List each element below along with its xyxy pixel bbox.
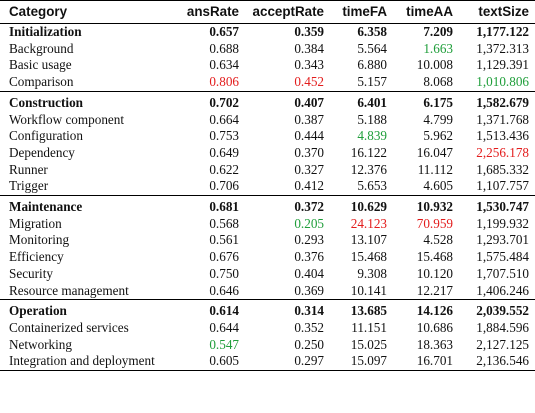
cell-timeaa: 5.962 xyxy=(423,128,453,144)
row-category: Trigger xyxy=(9,178,49,194)
cell-timefa: 6.880 xyxy=(357,57,387,73)
cell-ansrate: 0.605 xyxy=(177,353,239,370)
group-ansrate: 0.657 xyxy=(177,24,239,41)
cell-timefa: 11.151 xyxy=(351,319,387,335)
table-row xyxy=(0,216,535,233)
cell-textsize: 2,127.125 xyxy=(476,336,529,352)
group-timeaa: 10.932 xyxy=(387,196,453,216)
cell-timeaa: 18.363 xyxy=(416,336,453,352)
cell-acceptrate: 0.384 xyxy=(294,40,324,56)
cell-ansrate: 0.706 xyxy=(209,178,239,194)
cell-textsize: 1,685.332 xyxy=(476,161,529,177)
table-body xyxy=(0,24,535,371)
row-category: Background xyxy=(9,40,74,56)
group-ansrate: 0.614 xyxy=(177,300,239,320)
cell-textsize: 1,107.757 xyxy=(476,178,529,194)
cell-ansrate: 0.646 xyxy=(209,282,239,298)
table-row xyxy=(0,145,535,162)
group-name: Initialization xyxy=(0,24,177,41)
cell-textsize: 2,256.178 xyxy=(476,144,529,160)
table-row xyxy=(0,112,535,129)
row-category: Security xyxy=(9,265,53,281)
cell-textsize: 2,136.546 xyxy=(453,353,535,370)
group-textsize: 1,582.679 xyxy=(453,91,535,111)
header-ansrate: ansRate xyxy=(177,1,239,24)
cell-timefa: 4.839 xyxy=(357,128,387,144)
cell-ansrate: 0.806 xyxy=(209,74,239,90)
group-acceptrate: 0.314 xyxy=(239,300,324,320)
group-timefa: 6.358 xyxy=(324,24,387,41)
row-category: Networking xyxy=(9,336,72,352)
group-textsize: 1,530.747 xyxy=(453,196,535,216)
cell-timeaa: 8.068 xyxy=(423,74,453,90)
row-category: Runner xyxy=(9,161,48,177)
group-acceptrate: 0.407 xyxy=(239,91,324,111)
cell-acceptrate: 0.412 xyxy=(294,178,324,194)
row-category: Migration xyxy=(9,215,62,231)
group-name: Construction xyxy=(0,91,177,111)
cell-timeaa: 4.799 xyxy=(423,111,453,127)
cell-timeaa: 11.112 xyxy=(417,161,453,177)
cell-timeaa: 10.120 xyxy=(416,265,453,281)
row-category: Configuration xyxy=(9,128,83,144)
header-timeaa: timeAA xyxy=(387,1,453,24)
table-row xyxy=(0,283,535,300)
cell-timeaa: 16.701 xyxy=(387,353,453,370)
cell-ansrate: 0.676 xyxy=(209,249,239,265)
cell-textsize: 1,884.596 xyxy=(476,319,529,335)
row-category: Comparison xyxy=(9,74,74,90)
cell-timefa: 16.122 xyxy=(350,144,387,160)
cell-ansrate: 0.622 xyxy=(209,161,239,177)
table-row xyxy=(0,41,535,58)
cell-timeaa: 10.008 xyxy=(416,57,453,73)
table-group-row xyxy=(0,196,535,216)
cell-ansrate: 0.664 xyxy=(209,111,239,127)
group-timeaa: 14.126 xyxy=(387,300,453,320)
group-timefa: 6.401 xyxy=(324,91,387,111)
cell-timeaa: 70.959 xyxy=(416,215,453,231)
cell-ansrate: 0.753 xyxy=(209,128,239,144)
table-row xyxy=(0,74,535,91)
cell-timefa: 5.157 xyxy=(357,74,387,90)
group-textsize: 2,039.552 xyxy=(453,300,535,320)
row-category: Basic usage xyxy=(9,57,72,73)
cell-timefa: 5.188 xyxy=(357,111,387,127)
group-timefa: 13.685 xyxy=(324,300,387,320)
row-category: Integration and deployment xyxy=(0,353,177,370)
cell-textsize: 1,575.484 xyxy=(476,249,529,265)
table-group-row xyxy=(0,24,535,41)
table-row xyxy=(0,249,535,266)
group-ansrate: 0.681 xyxy=(177,196,239,216)
cell-timeaa: 1.663 xyxy=(423,40,453,56)
cell-timefa: 5.564 xyxy=(357,40,387,56)
row-category: Dependency xyxy=(9,144,75,160)
cell-textsize: 1,199.932 xyxy=(476,215,529,231)
group-textsize: 1,177.122 xyxy=(453,24,535,41)
cell-textsize: 1,406.246 xyxy=(476,282,529,298)
cell-timefa: 13.107 xyxy=(350,232,387,248)
cell-textsize: 1,513.436 xyxy=(476,128,529,144)
header-timefa: timeFA xyxy=(324,1,387,24)
cell-acceptrate: 0.343 xyxy=(294,57,324,73)
row-category: Containerized services xyxy=(9,319,129,335)
table-header-row xyxy=(0,1,535,24)
cell-ansrate: 0.568 xyxy=(209,215,239,231)
cell-textsize: 1,707.510 xyxy=(476,265,529,281)
group-timeaa: 7.209 xyxy=(387,24,453,41)
cell-acceptrate: 0.452 xyxy=(294,74,324,90)
cell-acceptrate: 0.444 xyxy=(294,128,324,144)
cell-textsize: 1,293.701 xyxy=(476,232,529,248)
group-acceptrate: 0.372 xyxy=(239,196,324,216)
header-textsize: textSize xyxy=(453,1,535,24)
header-category: Category xyxy=(0,1,177,24)
group-ansrate: 0.702 xyxy=(177,91,239,111)
group-name: Operation xyxy=(0,300,177,320)
cell-timefa: 15.097 xyxy=(324,353,387,370)
cell-textsize: 1,129.391 xyxy=(476,57,529,73)
table-row xyxy=(0,320,535,337)
cell-acceptrate: 0.205 xyxy=(294,215,324,231)
cell-acceptrate: 0.376 xyxy=(294,249,324,265)
table-group-row xyxy=(0,91,535,111)
group-timefa: 10.629 xyxy=(324,196,387,216)
table-row xyxy=(0,266,535,283)
cell-timeaa: 15.468 xyxy=(416,249,453,265)
row-category: Workflow component xyxy=(9,111,125,127)
cell-acceptrate: 0.369 xyxy=(294,282,324,298)
cell-textsize: 1,372.313 xyxy=(476,40,529,56)
cell-acceptrate: 0.297 xyxy=(239,353,324,370)
cell-ansrate: 0.644 xyxy=(209,319,239,335)
cell-acceptrate: 0.387 xyxy=(294,111,324,127)
cell-acceptrate: 0.404 xyxy=(294,265,324,281)
cell-timefa: 5.653 xyxy=(357,178,387,194)
cell-timefa: 15.468 xyxy=(350,249,387,265)
table-row xyxy=(0,57,535,74)
table-row xyxy=(0,162,535,179)
cell-timefa: 10.141 xyxy=(350,282,387,298)
table-row xyxy=(0,128,535,145)
cell-timeaa: 4.528 xyxy=(423,232,453,248)
cell-timeaa: 4.605 xyxy=(423,178,453,194)
cell-acceptrate: 0.293 xyxy=(294,232,324,248)
cell-acceptrate: 0.250 xyxy=(294,336,324,352)
cell-ansrate: 0.634 xyxy=(209,57,239,73)
table-row xyxy=(0,337,535,354)
cell-ansrate: 0.750 xyxy=(209,265,239,281)
cell-acceptrate: 0.327 xyxy=(294,161,324,177)
cell-ansrate: 0.547 xyxy=(209,336,239,352)
cell-ansrate: 0.561 xyxy=(209,232,239,248)
header-acceptrate: acceptRate xyxy=(239,1,324,24)
table-group-row xyxy=(0,300,535,320)
cell-ansrate: 0.688 xyxy=(209,40,239,56)
group-name: Maintenance xyxy=(0,196,177,216)
table-row xyxy=(0,178,535,195)
group-acceptrate: 0.359 xyxy=(239,24,324,41)
cell-ansrate: 0.649 xyxy=(209,144,239,160)
group-timeaa: 6.175 xyxy=(387,91,453,111)
row-category: Efficiency xyxy=(9,249,64,265)
cell-textsize: 1,010.806 xyxy=(476,74,529,90)
table-row xyxy=(0,232,535,249)
cell-acceptrate: 0.352 xyxy=(294,319,324,335)
cell-timefa: 9.308 xyxy=(357,265,387,281)
row-category: Monitoring xyxy=(9,232,70,248)
row-category: Resource management xyxy=(9,282,129,298)
cell-textsize: 1,371.768 xyxy=(476,111,529,127)
cell-timefa: 24.123 xyxy=(350,215,387,231)
cell-timeaa: 12.217 xyxy=(416,282,453,298)
cell-timefa: 12.376 xyxy=(350,161,387,177)
cell-timefa: 15.025 xyxy=(350,336,387,352)
cell-acceptrate: 0.370 xyxy=(294,144,324,160)
table-row xyxy=(0,353,535,370)
cell-timeaa: 10.686 xyxy=(416,319,453,335)
cell-timeaa: 16.047 xyxy=(416,144,453,160)
